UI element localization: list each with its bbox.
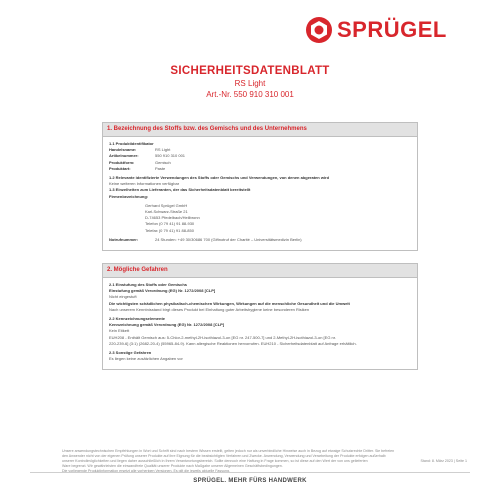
field-label: Handelsname:	[109, 147, 137, 153]
paragraph: 220-239-6] (3:1) (2682-20-4) (55965-84-9). Kann allergische Reaktionen hervorrufen. EUH210 - Sicherheitsdatenblatt auf Anfrage erhältlich.	[109, 340, 357, 346]
field-value: Gemisch	[155, 159, 171, 165]
section-identification	[102, 122, 418, 251]
field-value: 550 910 310 001	[155, 153, 186, 159]
paragraph: EUH208 - Enthält Gemisch aus: 5-Chlor-2-methyl-2H-isothiazol-3-on [EG nr. 247-500-7] und 2-Methyl-2H-isothiazol-3-on [EG nr.	[109, 334, 336, 340]
address-line: Telefon (0 79 41) 91 88-930	[145, 221, 195, 227]
paragraph: Keine weiteren Informationen verfügbar	[109, 181, 180, 187]
address-line: Telefax (0 79 41) 91 88-850	[145, 227, 194, 233]
subsection-title: 2.3 Sonstige Gefahren	[109, 350, 152, 356]
disclaimer-line: Ware begrenzt. Wir gewährleisten die einwandfreie Qualität unserer Produkte nach Maßgabe unserer Allgemeinen Geschäftsbedingungen.	[62, 464, 283, 468]
paragraph: Es liegen keine zusätzlichen Angaben vor	[109, 356, 183, 362]
section-header: 2. Mögliche Gefahren	[103, 264, 417, 278]
field-value: RS Light	[155, 147, 171, 153]
brand-logo	[305, 16, 447, 44]
paragraph: Kein Etikett	[109, 328, 130, 334]
subsection-title: 2.2 Kennzeichnungselemente	[109, 316, 166, 322]
disclaimer-line: unserer Kontrollmöglichkeiten und liegen daher ausschließlich in Ihrem Verantwortungsbereich. Sollte dennoch eine Haftung in Frage kommen, so ist diese auf den Wert der von uns gelieferten	[62, 459, 368, 463]
footer-slogan: SPRÜGEL. MEHR FÜRS HANDWERK	[193, 478, 307, 484]
subsection-title: 1.3 Einzelheiten zum Lieferanten, der das Sicherheitsdatenblatt bereitstellt	[109, 187, 251, 193]
address-line: Gerhard Sprügel GmbH	[145, 202, 188, 208]
brand-name: SPRÜGEL	[337, 17, 447, 42]
disclaimer-line: Unsere anwendungstechnischen Empfehlungen in Wort und Schrift sind nach bestem Wissen erstellt, gelten jedoch nur als unverbindliche Hinweise auch in Bezug auf etwaige Schutzrechte Dritter. Sie befreien	[62, 449, 395, 453]
product-name: RS Light	[234, 79, 266, 88]
page-info: Stand: 8. März 2023 | Seite 1	[420, 459, 467, 463]
article-number: Art.-Nr. 550 910 310 001	[206, 90, 294, 99]
subsection-title: 1.1 Produktidentifikator	[109, 141, 154, 146]
subsection-title: 1.2 Relevante identifizierte Verwendungen des Stoffs oder Gemischs und Verwendungen, von denen abgeraten wird	[109, 175, 330, 181]
field-value: 24 Stunden: +49 30/30686 700 (Giftnotruf der Charité – Universitätsmedizin Berlin)	[155, 236, 302, 242]
subsection-title: 2.1 Einstufung des Stoffs oder Gemischs	[109, 282, 188, 287]
field-label: Produktart:	[109, 165, 131, 171]
field-value: Paste	[155, 165, 166, 171]
field-label: Artikelnummer:	[109, 153, 139, 159]
address-line: Karl-Schwarz-Straße 21	[145, 209, 188, 215]
sprugel-hex-nut-icon	[305, 16, 333, 44]
field-label: Notrufnummer:	[109, 236, 139, 242]
address-line: D-74653 Pfedelbach/Heilbronn	[145, 215, 200, 221]
paragraph-bold: Die wichtigsten schädlichen physikalisch-chemischen Wirkungen, Wirkungen auf die menschliche Gesundheit und die Umwelt	[109, 300, 350, 306]
section-header: 1. Bezeichnung des Stoffs bzw. des Gemischs und des Unternehmens	[103, 123, 417, 137]
paragraph: Nicht eingestuft	[109, 294, 137, 300]
document-title: SICHERHEITSDATENBLATT	[170, 65, 330, 77]
footer-divider	[30, 472, 470, 473]
field-label: Produktform:	[109, 159, 135, 165]
field-label: Firmenbezeichnung:	[109, 193, 149, 199]
document-title-block	[0, 65, 500, 99]
section-hazards	[102, 263, 418, 370]
disclaimer-line: den Anwender nicht von der eigenen Prüfung unserer Produkte auf ihre Eignung für die beabsichtigten Verfahren und Zwecke. Anwendung, Verwendung und Verarbeitung der Produkte erfolgen außerhalb	[62, 454, 386, 458]
footer-disclaimer	[62, 449, 467, 474]
subsection-subtitle: Einstufung gemäß Verordnung (EG) Nr. 1272/2008 [CLP]	[109, 288, 216, 294]
paragraph: Nach unserem Kenntnisstand birgt dieses Produkt bei Einhaltung guter Arbeitshygiene keine besonderen Risiken	[109, 306, 310, 312]
subsection-subtitle: Kennzeichnung gemäß Verordnung (EG) Nr. 1272/2008 [CLP]	[109, 322, 225, 328]
disclaimer-line: Die vorliegende Produktinformation ersetzt alle vorherigen Versionen. Es gilt die jeweils aktuelle Fassung.	[62, 469, 230, 473]
